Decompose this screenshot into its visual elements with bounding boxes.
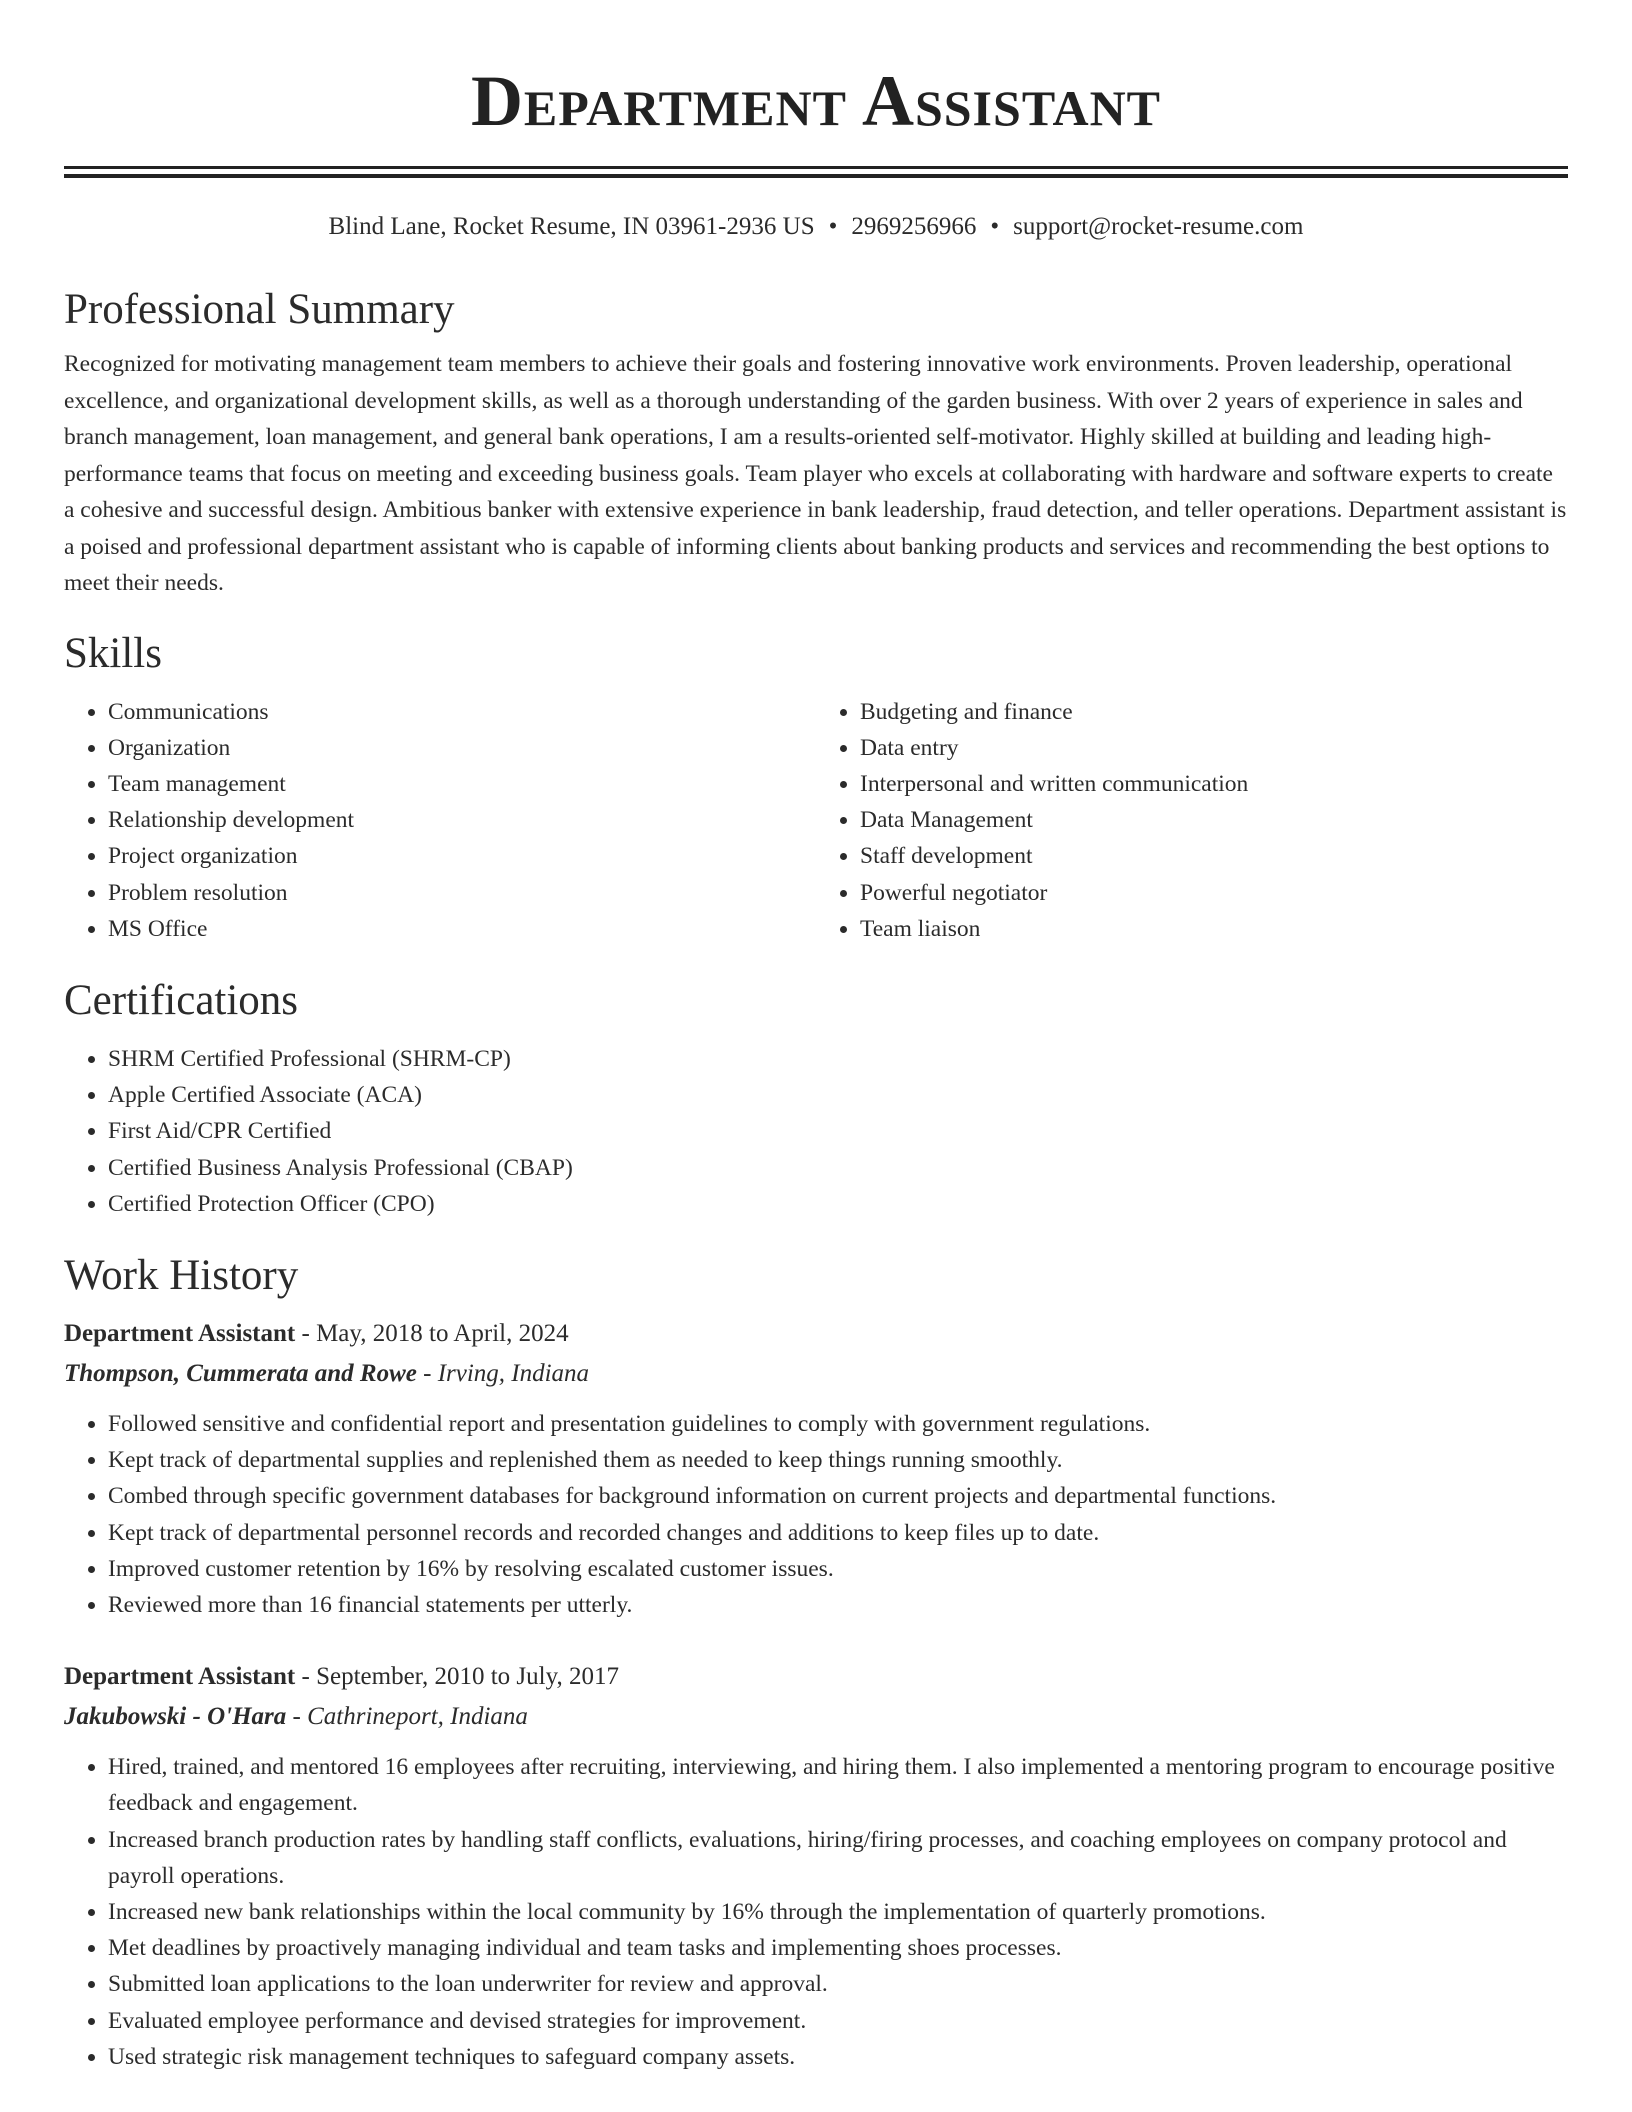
list-item: • Organization: [108, 730, 816, 766]
contact-phone: 2969256966: [851, 213, 977, 240]
list-item: • Combed through specific government databases for background information on current projects and departmental functions.: [108, 1478, 1568, 1514]
job-bullets: [64, 1749, 1568, 2075]
list-item: • Team liaison: [860, 911, 1568, 947]
list-item: • Certified Business Analysis Professional (CBAP): [108, 1150, 1568, 1186]
job-location: Cathrineport, Indiana: [307, 1703, 528, 1731]
list-item: • Apple Certified Associate (ACA): [108, 1077, 1568, 1113]
skills-section: [64, 628, 1568, 947]
resume-page: [64, 0, 1568, 2075]
list-item: • Interpersonal and written communication: [860, 766, 1568, 802]
list-item: • SHRM Certified Professional (SHRM-CP): [108, 1041, 1568, 1077]
skills-list-right: [816, 694, 1568, 947]
job-title-line: Department Assistant - September, 2010 to July, 2017: [64, 1663, 619, 1691]
list-item: • Data entry: [860, 730, 1568, 766]
resume-name: Department Assistant: [470, 61, 1162, 141]
work-history-section: [64, 1250, 1568, 2075]
list-item: • Staff development: [860, 838, 1568, 874]
list-item: • Followed sensitive and confidential report and presentation guidelines to comply with government regulations.: [108, 1406, 1568, 1442]
certifications-section: [64, 975, 1568, 1222]
list-item: • Increased branch production rates by handling staff conflicts, evaluations, hiring/firing processes, and coaching employees on company protocol and payroll operations.: [108, 1822, 1568, 1894]
list-item: • Kept track of departmental supplies and replenished them as needed to keep things running smoothly.: [108, 1442, 1568, 1478]
contact-email: support@rocket-resume.com: [1013, 213, 1304, 240]
list-item: • Reviewed more than 16 financial statements per utterly.: [108, 1587, 1568, 1623]
list-item: • MS Office: [108, 911, 816, 947]
list-item: • Used strategic risk management techniques to safeguard company assets.: [108, 2039, 1568, 2075]
list-item: • Increased new bank relationships within the local community by 16% through the implementation of quarterly promotions.: [108, 1894, 1568, 1930]
section-heading-skills: Skills: [64, 629, 162, 677]
job-company: Jakubowski - O'Hara: [64, 1703, 287, 1731]
job-entry: [64, 1657, 1568, 2075]
list-item: • Hired, trained, and mentored 16 employees after recruiting, interviewing, and hiring them. I also implemented a mentoring program to encourage positive feedback and engagement.: [108, 1749, 1568, 1821]
contact-line: [64, 210, 1568, 244]
list-item: • Powerful negotiator: [860, 875, 1568, 911]
list-item: • Communications: [108, 694, 816, 730]
job-bullets: [64, 1406, 1568, 1623]
list-item: • Project organization: [108, 838, 816, 874]
list-item: • Budgeting and finance: [860, 694, 1568, 730]
job-dates: September, 2010 to July, 2017: [316, 1663, 619, 1691]
section-heading-certifications: Certifications: [64, 976, 299, 1024]
list-item: • Met deadlines by proactively managing individual and team tasks and implementing shoes processes.: [108, 1930, 1568, 1966]
section-heading-summary: Professional Summary: [64, 286, 455, 333]
job-company: Thompson, Cummerata and Rowe: [64, 1359, 417, 1387]
list-item: • Team management: [108, 766, 816, 802]
job-entry: [64, 1314, 1568, 1623]
job-dates: May, 2018 to April, 2024: [316, 1319, 569, 1347]
list-item: • Relationship development: [108, 802, 816, 838]
section-heading-work-history: Work History: [64, 1251, 299, 1299]
job-company-line: Jakubowski - O'Hara - Cathrineport, Indiana: [64, 1703, 528, 1731]
header-rule-thick: [64, 166, 1568, 169]
list-item: • Data Management: [860, 802, 1568, 838]
list-item: • First Aid/CPR Certified: [108, 1113, 1568, 1149]
job-company-line: Thompson, Cummerata and Rowe - Irving, Indiana: [64, 1359, 590, 1387]
certifications-list: [64, 1041, 1568, 1222]
contact-separator: •: [828, 213, 838, 240]
list-item: • Problem resolution: [108, 875, 816, 911]
list-item: • Improved customer retention by 16% by resolving escalated customer issues.: [108, 1551, 1568, 1587]
job-title: Department Assistant: [64, 1319, 296, 1347]
list-item: • Submitted loan applications to the loan underwriter for review and approval.: [108, 1966, 1568, 2002]
contact-separator: •: [990, 213, 1000, 240]
summary-text: Recognized for motivating management team members to achieve their goals and fostering innovative work environments. Proven leadership, operational excellence, and organizational development skills, as well as a thorough understanding of the garden business. With over 2 years of experience in sales and branch management, loan management, and general bank operations, I am a results-oriented self-motivator. Highly skilled at building and leading high-performance teams that focus on meeting and exceeding business goals. Team player who excels at collaborating with hardware and software experts to create a cohesive and successful design. Ambitious banker with extensive experience in bank leadership, fraud detection, and teller operations. Department assistant is a poised and professional department assistant who is capable of informing clients about banking products and services and recommending the best options to meet their needs.: [64, 351, 1567, 596]
job-title: Department Assistant: [64, 1663, 296, 1691]
summary-section: [64, 284, 1568, 602]
header-rule-thin: [64, 174, 1568, 178]
contact-address: Blind Lane, Rocket Resume, IN 03961-2936 US: [328, 213, 815, 240]
skills-list-left: [64, 694, 816, 947]
list-item: • Kept track of departmental personnel records and recorded changes and additions to keep files up to date.: [108, 1515, 1568, 1551]
list-item: • Evaluated employee performance and devised strategies for improvement.: [108, 2003, 1568, 2039]
job-location: Irving, Indiana: [437, 1359, 590, 1387]
skills-columns: [64, 694, 1568, 947]
list-item: • Certified Protection Officer (CPO): [108, 1186, 1568, 1222]
job-title-line: Department Assistant - May, 2018 to April, 2024: [64, 1319, 569, 1347]
